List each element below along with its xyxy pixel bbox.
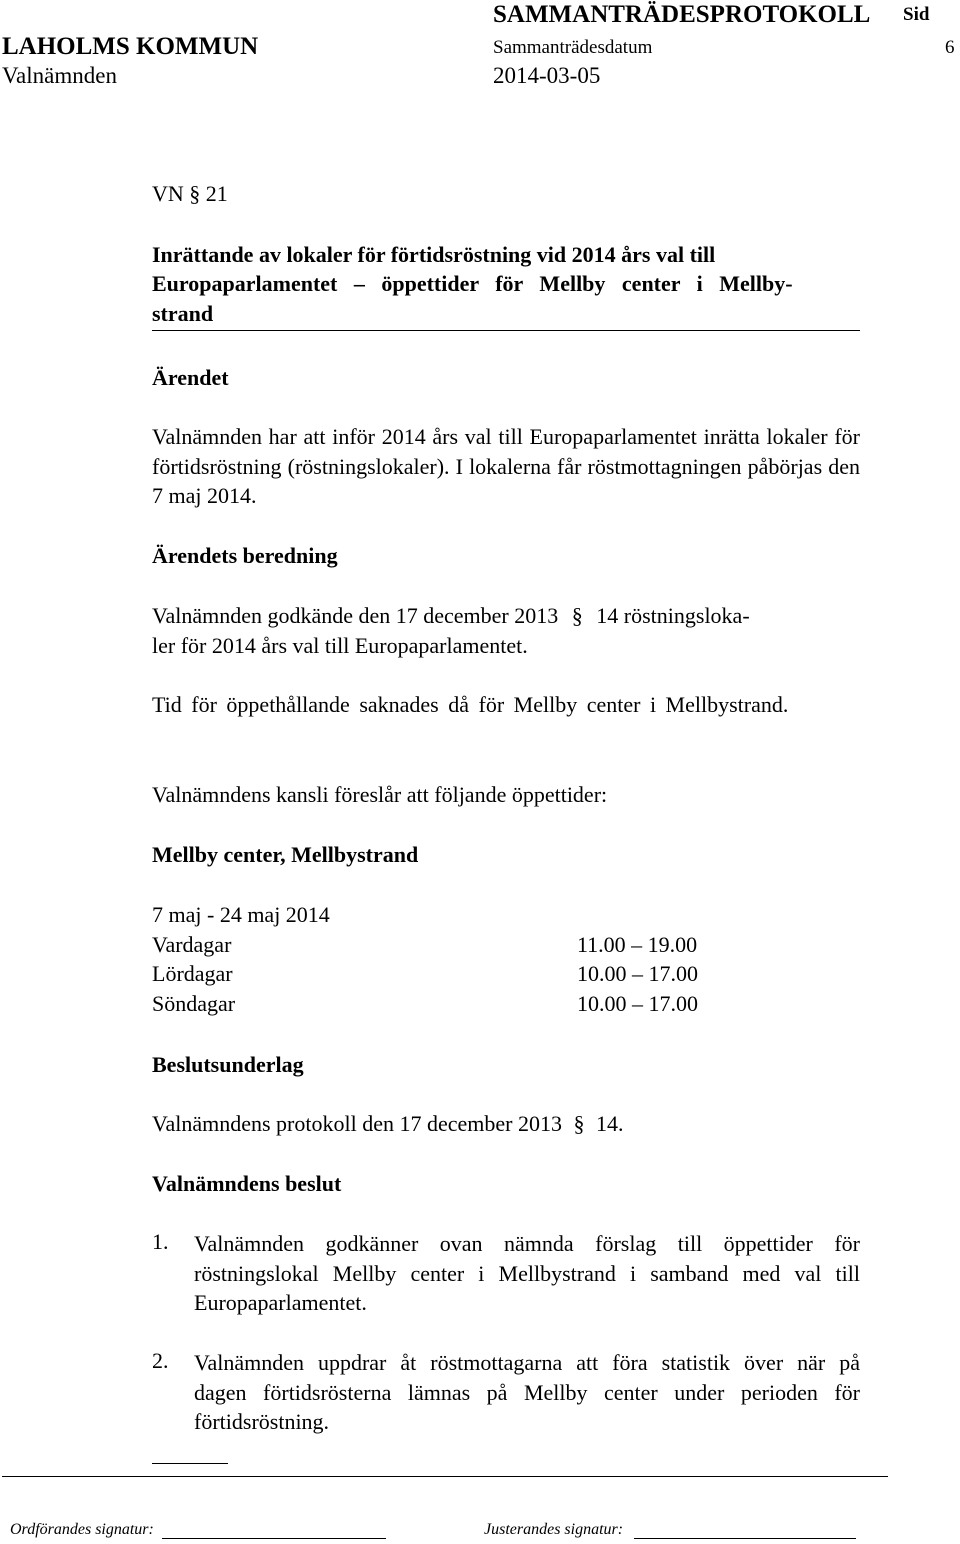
page-number: 6 <box>945 37 955 58</box>
section-prefix: VN <box>152 181 184 206</box>
underlag-part1: Valnämndens protokoll den 17 december 2013 <box>152 1111 562 1136</box>
adjuster-signature-label: Justerandes signatur: <box>484 1521 624 1538</box>
hours-day-saturdays: Lördagar <box>152 961 233 986</box>
beslut-item-number: 1. <box>152 1229 169 1254</box>
footer-divider <box>2 1476 888 1477</box>
hours-day-sundays: Söndagar <box>152 991 236 1016</box>
end-mark-line <box>152 1463 228 1464</box>
paragraph-sign-icon: § <box>573 1111 585 1136</box>
underlag-heading: Beslutsunderlag <box>152 1052 304 1077</box>
beslut-heading: Valnämndens beslut <box>152 1171 342 1196</box>
beslut-item-text: Valnämnden uppdrar åt röstmottagarna att föra statistik över när på dagen förtidsrösterna lämnas på Mellby center under perioden för förtidsröstning. <box>194 1350 860 1434</box>
hours-time-weekdays: 11.00 – 19.00 <box>577 932 698 957</box>
arendet-text: Valnämnden har att inför 2014 års val till Europaparlamentet inrätta lokaler för förtidsröstning (röstningslokaler). I lokalerna får röstmottagningen påbörjas den 7 maj 2014. <box>152 424 860 508</box>
beredning-p3: Valnämndens kansli föreslår att följande öppettider: <box>152 782 608 807</box>
paragraph-sign-icon: § <box>189 181 201 206</box>
committee-name: Valnämnden <box>2 63 117 88</box>
section-number <box>152 179 228 209</box>
chair-signature-line[interactable] <box>162 1538 386 1539</box>
adjuster-signature-line[interactable] <box>634 1538 856 1539</box>
section-title-line-3: strand <box>152 301 214 326</box>
underlag-text <box>152 1109 623 1139</box>
underlag-part2: 14. <box>595 1111 624 1136</box>
beredning-p2: Tid för öppethållande saknades då för Mellby center i Mellbystrand. <box>152 692 789 717</box>
paragraph-sign-icon: § <box>571 603 583 628</box>
hours-time-saturdays: 10.00 – 17.00 <box>577 961 698 986</box>
hours-period: 7 maj - 24 maj 2014 <box>152 902 330 927</box>
municipality-name: LAHOLMS KOMMUN <box>2 33 259 60</box>
beslut-item-number: 2. <box>152 1348 169 1373</box>
title-underline <box>152 330 860 331</box>
section-num-value: 21 <box>205 181 228 206</box>
beredning-p1-line1 <box>152 601 750 631</box>
meeting-date: 2014-03-05 <box>493 63 601 88</box>
sid-label: Sid <box>903 4 930 25</box>
date-label: Sammanträdesdatum <box>493 37 653 58</box>
section-title-line-2: Europaparlamentet – öppettider för Mellby center i Mellby- <box>152 271 793 296</box>
protocol-title: SAMMANTRÄDESPROTOKOLL <box>493 1 871 28</box>
beredning-p1-line2: ler för 2014 års val till Europaparlamentet. <box>152 633 528 658</box>
beredning-p1-part2: 14 röstningsloka- <box>596 603 750 628</box>
beredning-heading: Ärendets beredning <box>152 543 338 568</box>
chair-signature-label: Ordförandes signatur: <box>10 1521 154 1538</box>
section-title-line-1: Inrättande av lokaler för förtidsröstning vid 2014 års val till <box>152 242 716 267</box>
beslut-item-text: Valnämnden godkänner ovan nämnda förslag till öppettider för röstningslokal Mellby center i Mellbystrand i samband med val till Europaparlamentet. <box>194 1231 860 1315</box>
hours-heading: Mellby center, Mellbystrand <box>152 842 419 867</box>
hours-time-sundays: 10.00 – 17.00 <box>577 991 698 1016</box>
beredning-p1-part1: Valnämnden godkände den 17 december 2013 <box>152 603 559 628</box>
hours-day-weekdays: Vardagar <box>152 932 232 957</box>
arendet-heading: Ärendet <box>152 365 229 390</box>
